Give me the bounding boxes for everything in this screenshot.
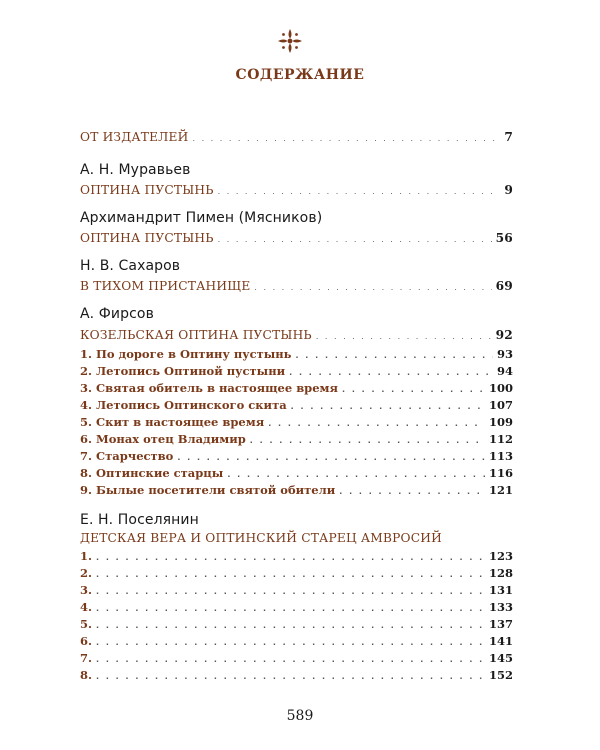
- toc-subentry[interactable]: [80, 346, 513, 364]
- leader-dots: [339, 484, 485, 500]
- toc-entry-title: ДЕТСКАЯ ВЕРА И ОПТИНСКИЙ СТАРЕЦ АМВРОСИЙ: [80, 531, 442, 545]
- leader-dots: [96, 618, 485, 634]
- author-name: Е. Н. Поселянин: [80, 512, 199, 528]
- toc-page-number: 121: [488, 483, 513, 497]
- toc-entry[interactable]: [80, 182, 513, 200]
- leader-dots: [227, 467, 485, 483]
- toc-page-number: 69: [495, 279, 513, 293]
- toc-page-number: 131: [488, 583, 513, 597]
- toc-page-number: 137: [488, 617, 513, 631]
- leader-dots: [96, 550, 485, 566]
- leader-dots: [342, 382, 485, 398]
- leader-dots: [295, 348, 493, 364]
- toc-subentry-title: 2. Летопись Оптиной пустыни: [80, 364, 286, 378]
- page-number: 589: [286, 708, 314, 724]
- leader-dots: [218, 184, 501, 200]
- toc-subentry-title: 6. Монах отец Владимир: [80, 432, 246, 446]
- toc-subentry[interactable]: [80, 582, 513, 600]
- leader-dots: [250, 433, 485, 449]
- leader-dots: [192, 131, 500, 147]
- toc-subentry[interactable]: [80, 548, 513, 566]
- leader-dots: [96, 669, 485, 685]
- toc-subentry-title: 5.: [80, 617, 93, 631]
- toc-subentry[interactable]: [80, 431, 513, 449]
- toc-subentry-title: 8.: [80, 668, 93, 682]
- toc-page-number: 113: [488, 449, 513, 463]
- leader-dots: [289, 365, 493, 381]
- toc-page-number: 92: [495, 328, 513, 342]
- toc-page-number: 128: [488, 566, 513, 580]
- toc-subentry-title: 9. Былые посетители святой обители: [80, 483, 336, 497]
- author-name: А. Фирсов: [80, 306, 154, 322]
- toc-subentry[interactable]: [80, 650, 513, 668]
- toc-entry[interactable]: [80, 327, 513, 345]
- leader-dots: [291, 399, 485, 415]
- toc-subentry[interactable]: [80, 397, 513, 415]
- toc-page-number: 94: [496, 364, 513, 378]
- toc-entry-title: ОТ ИЗДАТЕЛЕЙ: [80, 130, 189, 144]
- toc-page-number: 107: [488, 398, 513, 412]
- toc-subentry[interactable]: [80, 667, 513, 685]
- toc-subentry[interactable]: [80, 414, 513, 432]
- toc-page-number: 93: [496, 347, 513, 361]
- leader-dots: [254, 280, 491, 296]
- leader-dots: [96, 635, 485, 651]
- toc-entry-title: ОПТИНА ПУСТЫНЬ: [80, 183, 214, 197]
- toc-subentry-title: 6.: [80, 634, 93, 648]
- leader-dots: [96, 584, 485, 600]
- toc-page-number: 9: [504, 183, 513, 197]
- toc-page-number: 109: [488, 415, 513, 429]
- toc-page-number: 100: [488, 381, 513, 395]
- toc-subentry-title: 7. Старчество: [80, 449, 174, 463]
- author-name: Н. В. Сахаров: [80, 258, 181, 274]
- cross-flourish-icon: [275, 26, 305, 56]
- toc-subentry-title: 1. По дороге в Оптину пустынь: [80, 347, 292, 361]
- toc-page-number: 133: [488, 600, 513, 614]
- toc-page-number: 123: [488, 549, 513, 563]
- leader-dots: [268, 416, 485, 432]
- page-title: СОДЕРЖАНИЕ: [235, 67, 365, 83]
- toc-subentry-title: 8. Оптинские старцы: [80, 466, 224, 480]
- leader-dots: [316, 329, 492, 345]
- toc-subentry[interactable]: [80, 482, 513, 500]
- toc-subentry[interactable]: [80, 616, 513, 634]
- toc-entry-title: ОПТИНА ПУСТЫНЬ: [80, 231, 214, 245]
- toc-page-number: 112: [488, 432, 513, 446]
- toc-subentry-title: 7.: [80, 651, 93, 665]
- toc-page-number: 145: [488, 651, 513, 665]
- toc-subentry-title: 5. Скит в настоящее время: [80, 415, 265, 429]
- toc-subentry-title: 3.: [80, 583, 93, 597]
- toc-subentry[interactable]: [80, 363, 513, 381]
- leader-dots: [177, 450, 485, 466]
- leader-dots: [96, 652, 485, 668]
- toc-page-number: 56: [495, 231, 513, 245]
- toc-subentry-title: 2.: [80, 566, 93, 580]
- toc-subentry[interactable]: [80, 380, 513, 398]
- toc-entry[interactable]: [80, 278, 513, 296]
- toc-entry-title: КОЗЕЛЬСКАЯ ОПТИНА ПУСТЫНЬ: [80, 328, 312, 342]
- toc-subentry[interactable]: [80, 448, 513, 466]
- leader-dots: [96, 567, 485, 583]
- toc-subentry[interactable]: [80, 633, 513, 651]
- leader-dots: [218, 232, 492, 248]
- toc-page-number: 152: [488, 668, 513, 682]
- toc-subentry-title: 3. Святая обитель в настоящее время: [80, 381, 339, 395]
- author-name: Архимандрит Пимен (Мясников): [80, 210, 323, 226]
- toc-subentry[interactable]: [80, 465, 513, 483]
- toc-page-number: 116: [488, 466, 513, 480]
- toc-subentry-title: 4.: [80, 600, 93, 614]
- toc-page-number: 141: [488, 634, 513, 648]
- toc-subentry-title: 4. Летопись Оптинского скита: [80, 398, 287, 412]
- toc-entry[interactable]: [80, 530, 513, 546]
- author-name: А. Н. Муравьев: [80, 162, 191, 178]
- toc-subentry[interactable]: [80, 565, 513, 583]
- toc-entry-title: В ТИХОМ ПРИСТАНИЩЕ: [80, 279, 251, 293]
- toc-entry-publishers[interactable]: [80, 129, 513, 147]
- leader-dots: [96, 601, 485, 617]
- toc-subentry[interactable]: [80, 599, 513, 617]
- toc-page-number: 7: [504, 130, 513, 144]
- toc-subentry-title: 1.: [80, 549, 93, 563]
- toc-entry[interactable]: [80, 230, 513, 248]
